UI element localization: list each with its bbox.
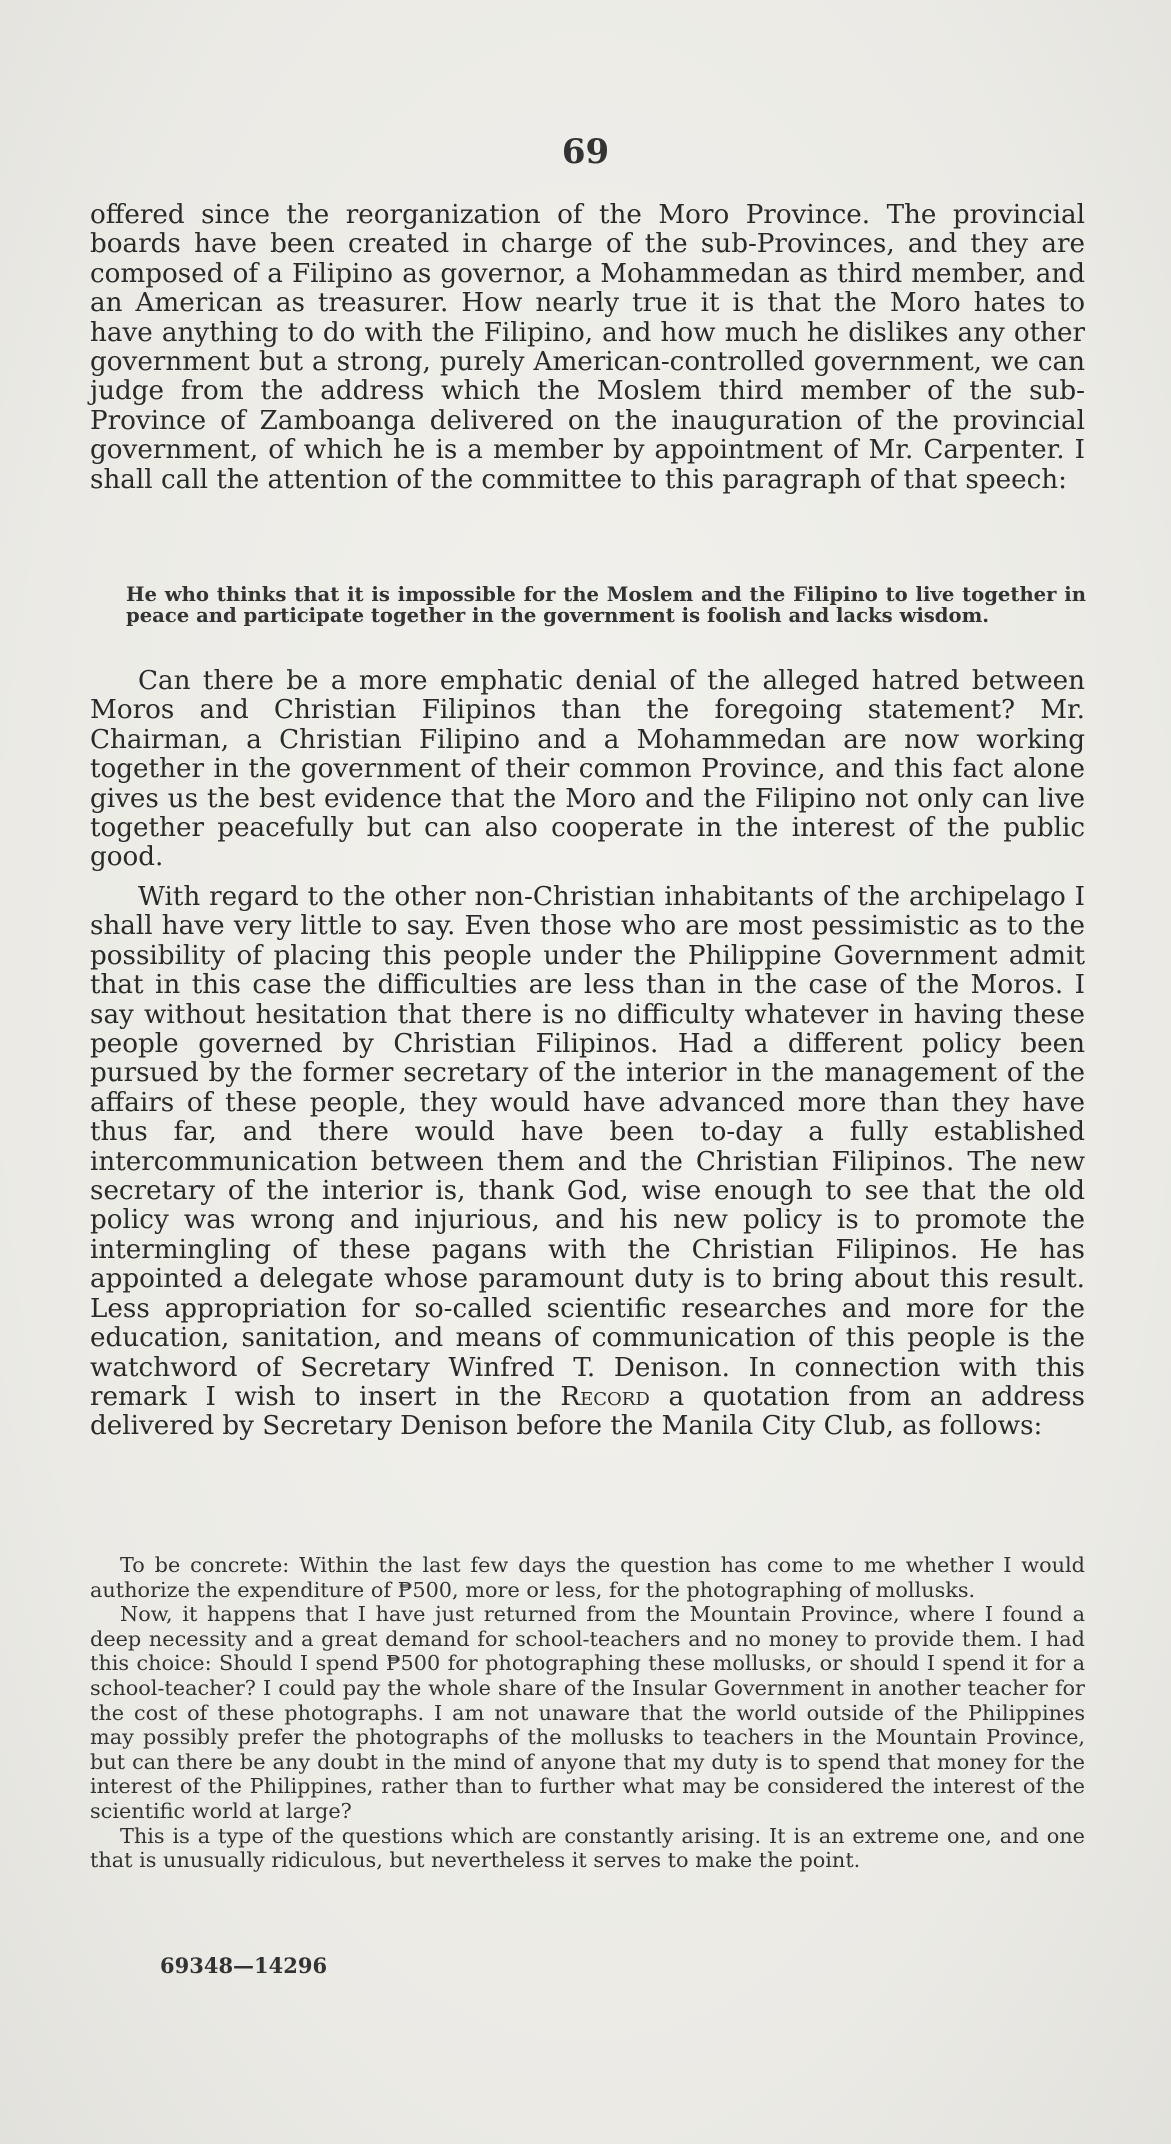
page-number: 69 bbox=[561, 132, 610, 172]
paragraph-1 bbox=[90, 201, 1085, 495]
quote-2-para-2: Now, it happens that I have just returned from the Mountain Province, where I found a deep necessity and a great demand for school-teachers and no money to provide them. I had this choice: Should I spend ₱500 for photographing these mollusks, or should I spend it for a school-teacher? I could pay the whole share of the Insular Government in another teacher for the cost of these photographs. I am not unaware that the world outside of the Philippines may possibly prefer the photographs of the mollusks to teachers in the Mountain Province, but can there be any doubt in the mind of anyone that my duty is to spend that money for the interest of the Philippines, rather than to further what may be considered the interest of the scientific world at large? bbox=[90, 1602, 1085, 1823]
paragraph-3-text-a: With regard to the other non-Christian inhabitants of the archipelago I shall have very little to say. Even those who are most pessimistic as to the possibility of placing this people under the Philippine Government admit that in this case the difficulties are less than in the case of the Moros. I say without hesitation that there is no difficulty whatever in having these people governed by Christian Filipinos. Had a different policy been pursued by the former secretary of the interior in the management of the affairs of these people, they would have advanced more than they have thus far, and there would have been to-day a fully established intercommunication between them and the Christian Filipinos. The new secretary of the interior is, thank God, wise enough to see that the old policy was wrong and injurious, and his new policy is to promote the intermingling of these pagans with the Christian Filipinos. He has appointed a delegate whose paramount duty is to bring about this result. Less appropriation for so-called scientific researches and more for the education, sanitation, and means of communication of this people is the watchword of Secretary Winfred T. Denison. In connection with this remark I wish to insert in the bbox=[90, 882, 1085, 1412]
paragraph-3-text bbox=[90, 883, 1085, 1442]
quote-2-para-3: This is a type of the questions which are constantly arising. It is an extreme one, and one that is unusually ridiculous, but nevertheless it serves to make the point. bbox=[90, 1823, 1085, 1873]
print-code: 69348—14296 bbox=[160, 1953, 328, 1978]
paragraph-2 bbox=[90, 667, 1085, 873]
quote-2-para-1: To be concrete: Within the last few days the question has come to me whether I would authorize the expenditure of ₱500, more or less, for the photographing of mollusks. bbox=[90, 1553, 1085, 1602]
quote-2 bbox=[90, 1553, 1085, 1873]
paragraph-1-text: offered since the reorganization of the Moro Province. The provincial boards have been created in charge of the sub-Provinces, and they are composed of a Filipino as governor, a Mohammedan as third member, and an American as treasurer. How nearly true it is that the Moro hates to have anything to do with the Filipino, and how much he dislikes any other government but a strong, purely American-controlled government, we can judge from the address which the Moslem third member of the sub-Province of Zamboanga delivered on the inauguration of the provincial government, of which he is a member by appointment of Mr. Carpenter. I shall call the attention of the committee to this paragraph of that speech: bbox=[90, 200, 1085, 495]
quote-1-text: He who thinks that it is impossible for the Moslem and the Filipino to live together in peace and participate together in the government is foolish and lacks wisdom. bbox=[126, 583, 1086, 627]
paragraph-3 bbox=[90, 883, 1085, 1442]
paragraph-2-text: Can there be a more emphatic denial of the alleged hatred between Moros and Christian Filipinos than the foregoing statement? Mr. Chairman, a Christian Filipino and a Mohammedan are now working together in the government of their common Province, and this fact alone gives us the best evidence that the Moro and the Filipino not only can live together peacefully but can also cooperate in the interest of the public good. bbox=[90, 666, 1085, 873]
quote-1 bbox=[126, 584, 1086, 626]
record-word: Record bbox=[560, 1381, 650, 1412]
paragraph-3-text-b: a quotation from an address delivered by Secretary Denison before the Manila City Club, as follows: bbox=[90, 1381, 1085, 1442]
